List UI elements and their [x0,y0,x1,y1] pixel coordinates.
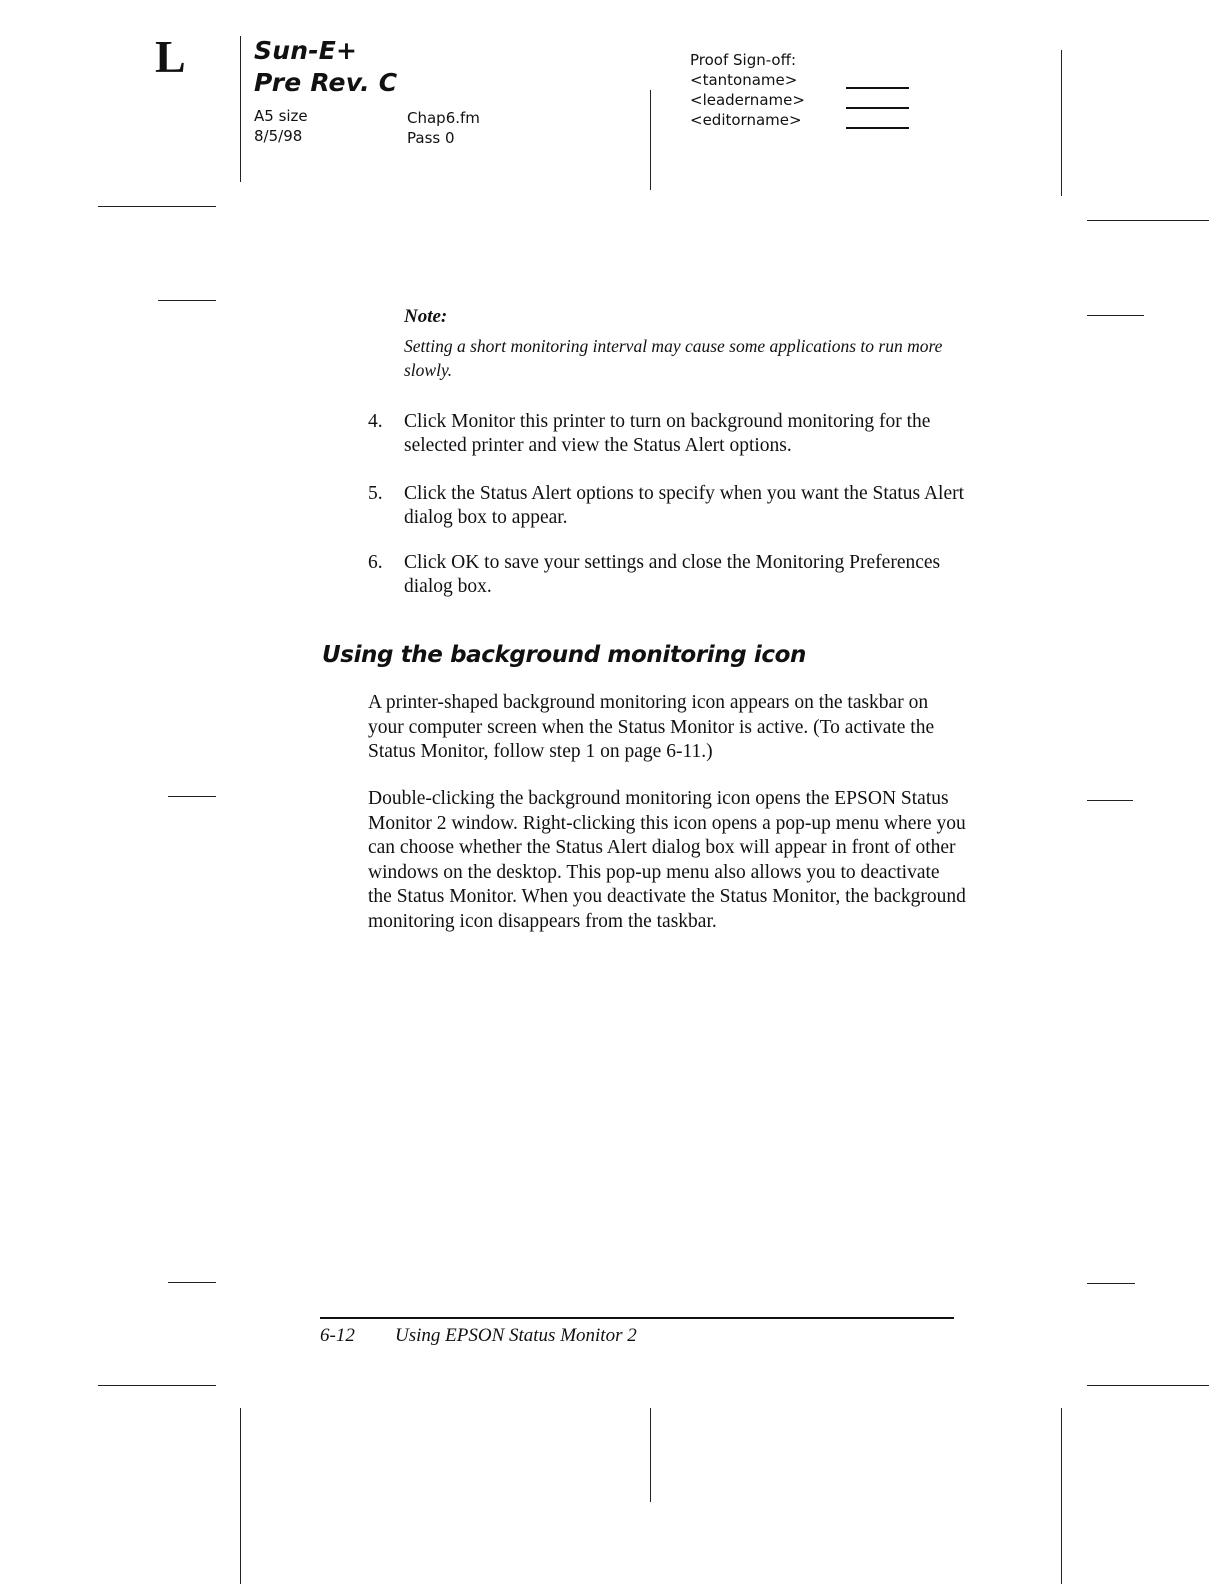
proof-signoff-block [690,50,805,130]
corner-letter: L [155,31,186,82]
crop-mark-top-left [98,206,216,207]
step-number: 5. [368,483,383,504]
bottom-divider-right [1061,1408,1062,1584]
step-item-6 [368,551,968,599]
bottom-divider-left [240,1408,241,1584]
register-mark-right-2 [1087,800,1133,801]
step-text: Click OK to save your settings and close the Monitoring Preferences dialog box. [404,552,941,597]
section-paragraph-2: Double-clicking the background monitoring icon opens the EPSON Status Monitor 2 window. Right-clicking this icon opens a pop-up menu where you can choose whether the Status Alert dialog box will appear in front of other windows on the desktop. This pop-up menu also allows you to deactivate the Status Monitor. When you deactivate the Status Monitor, the background monitoring icon disappears from the taskbar. [368,788,966,932]
header-title-line2: Pre Rev. C [254,68,398,97]
step-number: 4. [368,411,383,432]
crop-mark-bottom-right [1087,1385,1209,1386]
register-mark-right-3 [1087,1283,1135,1284]
register-mark-left-3 [168,1282,216,1283]
crop-mark-bottom-left [98,1385,216,1386]
register-mark-left-2 [168,796,216,797]
footer-chapter-title: Using EPSON Status Monitor 2 [395,1325,637,1346]
step-item-5 [368,482,968,530]
step-text: Click Monitor this printer to turn on background monitoring for the selected printer and view the Status Alert options. [404,411,931,456]
note-text: Setting a short monitoring interval may cause some applications to run more slowly. [404,336,943,380]
step-number: 6. [368,552,383,573]
signature-line-1 [846,87,909,89]
header-title-line1: Sun-E+ [254,36,358,65]
section-heading: Using the background monitoring icon [322,642,806,668]
proof-name-3: <editorname> [690,111,802,129]
register-mark-right-1 [1087,315,1144,316]
footer-page-number: 6-12 [320,1325,355,1346]
step-text: Click the Status Alert options to specify when you want the Status Alert dialog box to appear. [404,483,965,528]
register-mark-left-1 [158,300,216,301]
header-divider-left [240,36,241,182]
header-divider-right [1061,50,1062,196]
header-file: Chap6.fm [407,109,480,127]
footer-rule [320,1317,954,1319]
header-size: A5 size [254,107,308,125]
signature-line-2 [846,107,909,109]
footer [320,1325,637,1347]
header-divider-center [650,90,651,190]
bottom-divider-center [650,1408,651,1502]
note-heading: Note: [404,306,448,327]
header-pass: Pass 0 [407,129,455,147]
header-date: 8/5/98 [254,127,303,145]
crop-mark-top-right [1087,220,1209,221]
signature-line-3 [846,127,909,129]
proof-name-2: <leadername> [690,91,805,109]
section-paragraph-1: A printer-shaped background monitoring icon appears on the taskbar on your computer screen when the Status Monitor is active. (To activate the Status Monitor, follow step 1 on page 6-11.) [368,692,935,762]
proof-name-1: <tantoname> [690,71,798,89]
proof-signoff-label: Proof Sign-off: [690,51,796,69]
step-item-4 [368,410,968,458]
